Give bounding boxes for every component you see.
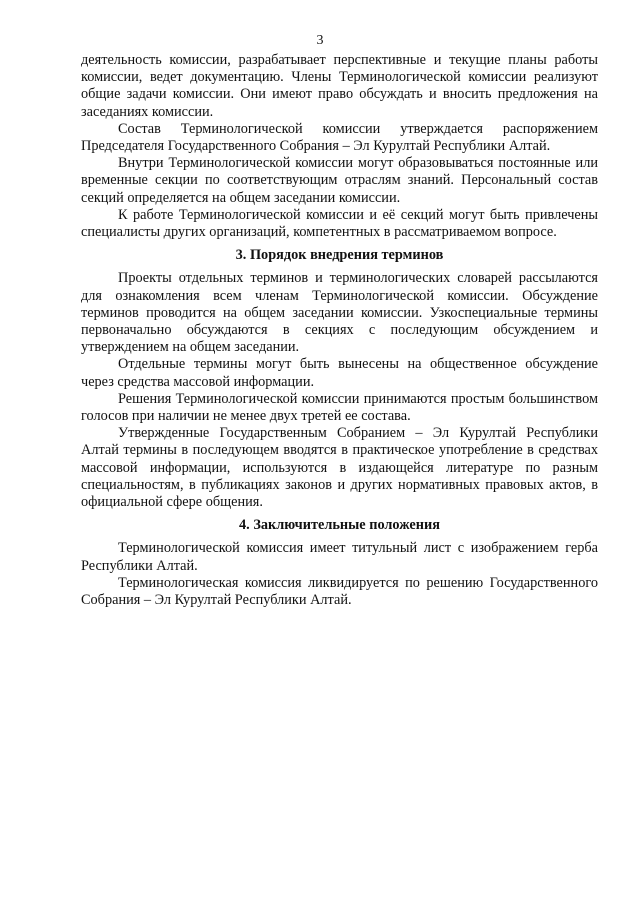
paragraph-approved-terms: Утвержденные Государственным Собранием – Эл Курултай Республики Алтай термины в последующем вводятся в практическое употребление в средствах массовой информации, используются в издающейся литературе по разным специальностям, в публикациях законов и других нормативных правовых актов, в официальной сфере общения. (81, 425, 598, 511)
paragraph-sections: Внутри Терминологической комиссии могут образовываться постоянные или временные секции по соответствующим отраслям знаний. Персональный состав секций определяется на общем заседании комиссии. (81, 155, 598, 206)
paragraph-continuation: деятельность комиссии, разрабатывает перспективные и текущие планы работы комиссии, ведет документацию. Члены Терминологической комиссии реализуют общие задачи комиссии. Они имеют право обсуждать и вносить предложения на заседаниях комиссии. (81, 52, 598, 120)
paragraph-drafts: Проекты отдельных терминов и терминологических словарей рассылаются для ознакомления всем членам Терминологической комиссии. Обсуждение терминов проводится на общем заседании комиссии. Узкоспециальные термины первоначально обсуждаются в секциях с последующим обсуждением и утверждением на общем заседании. (81, 270, 598, 356)
paragraph-public-discussion: Отдельные термины могут быть вынесены на общественное обсуждение через средства массовой информации. (81, 356, 598, 390)
paragraph-specialists: К работе Терминологической комиссии и её секций могут быть привлечены специалисты других организаций, компетентных в рассматриваемом вопросе. (81, 206, 598, 241)
paragraph-decisions: Решения Терминологической комиссии принимаются простым большинством голосов при наличии не менее двух третей ее состава. (81, 390, 598, 425)
paragraph-commission-composition: Состав Терминологической комиссии утверждается распоряжением Председателя Государственного Собрания – Эл Курултай Республики Алтай. (81, 120, 598, 155)
page-number: 3 (316, 33, 324, 48)
document-body (81, 52, 598, 609)
section-heading-4: 4. Заключительные положения (239, 517, 440, 534)
paragraph-title-page: Терминологической комиссия имеет титульный лист с изображением герба Республики Алтай. (81, 540, 598, 574)
paragraph-liquidation: Терминологическая комиссия ликвидируется по решению Государственного Собрания – Эл Курултай Республики Алтай. (81, 574, 598, 609)
section-heading-3: 3. Порядок внедрения терминов (235, 247, 444, 264)
